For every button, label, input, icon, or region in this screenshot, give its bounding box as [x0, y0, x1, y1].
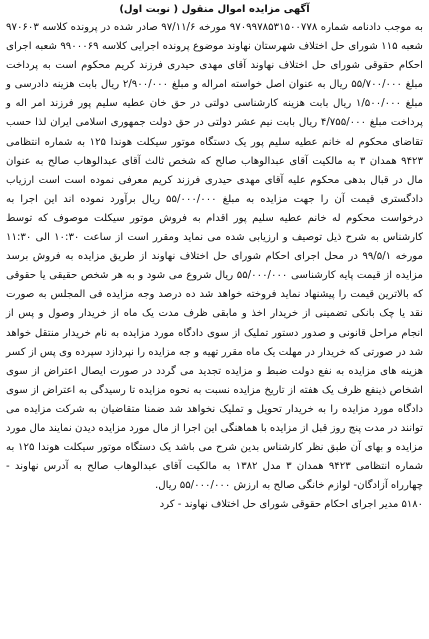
notice-footer: ۵۱۸۰ مدیر اجرای احکام حقوقی شورای حل اختلاف نهاوند - کرد: [159, 499, 423, 511]
notice-body: به موجب دادنامه شماره ۹۷۰۹۹۷۸۵۳۱۵۰۰۷۷۸ مورخه ۹۷/۱۱/۶ صادر شده در پرونده کلاسه ۹۷۰۶۰۳ شعبه ۱۱۵ شورای حل اختلاف شهرستان نهاوند موضوع پرونده اجرایی کلاسه ۹۹۰۰۰۶۹ شعبه اجرای احکام حقوقی شورای حل اختلاف نهاوند آقای مهدی حیدری فرزند کریم محکوم است به پرداخت مبلغ ۵۵/۷۰۰/۰۰۰ ریال به عنوان اصل خواسته امراله و مبلغ ۲/۹۰۰/۰۰۰ ریال بابت هزینه دادرسی و مبلغ ۱/۵۰۰/۰۰۰ ریال بابت هزینه کارشناسی دولتی در حق خان عطیه سلیم پور فرزند امر اله و پرداخت مبلغ ۴/۷۵۵/۰۰۰ ریال بابت نیم عشر دولتی در حق دولت جمهوری اسلامی ایران لذا حسب تقاضای محکوم له خانم عطیه سلیم پور یک دستگاه موتور سیکلت هوندا ۱۲۵ به شماره انتظامی ۹۴۲۳ همدان ۳ به مالکیت آقای عبدالوهاب صالح که شخص ثالث آقای عبدالوهاب صالح به عنوان مال در قبال بدهی محکوم علیه آقای مهدی حیدری فرزند کریم معرفی نموده است است ارزیاب دادگستری قیمت آن را جهت مزایده به مبلغ ۵۵/۰۰۰/۰۰۰ ریال برآورد نموده اند این اجرا به درخواست محکوم له خانم عطیه سلیم پور اقدام به فروش موتور سیکلت موصوف که توسط کارشناس به شرح ذیل توصیف و ارزیابی شده می نماید ومقرر است از ساعت ۱۰:۳۰ الی ۱۱:۳۰ مورخه ۹۹/۵/۱ در محل اجرای احکام شورای حل اختلاف نهاوند از طریق مزایده به فروش برسد مزایده از قیمت پایه کارشناسی ۵۵/۰۰۰/۰۰۰ ریال شروع می شود و به هر شخص حقیقی یا حقوقی که بالاترین قیمت را پیشنهاد نماید فروخته خواهد شد ده درصد وجه مزایده فی المجلس به صورت نقد یا چک بانکی تضمینی از خریدار اخذ و مابقی ظرف مدت یک ماه از خریدار وصول و پس از انجام مراحل قانونی و صدور دستور تملیک از سوی دادگاه مورد مزایده به نام خریدار منتقل خواهد شد در صورتی که خریدار در مهلت یک ماه مقرر تهیه و جه مزایده را نپردازد سپرده وی پس از کسر هزینه های مزایده به نفع دولت ضبط و مزایده تجدید می گردد در صورت ایصال اعتراض از سوی اشخاص ذینفع ظرف یک هفته از تاریخ مزایده نسبت به نحوه مزایده تا رسیدگی به اعتراض از سوی دادگاه مورد مزایده را به خریدار تحویل و تملیک نخواهد شد ضمنا متقاضیان به شرکت مزایده می توانند در مدت پنج روز قبل از مزایده با هماهنگی این اجرا از مال مورد مزایده دیدن نمایند مال مورد مزایده و بهای آن طبق نظر کارشناس بدین شرح می باشد یک دستگاه موتور سیکلت هوندا ۱۲۵ به شماره انتظامی ۹۴۲۳ همدان ۳ مدل ۱۳۸۲ به مالکیت آقای عبدالوهاب صالح به آدرس نهاوند - چهارراه آزادگان- لوازم خانگی صالح به ارزش ۵۵/۰۰۰/۰۰۰ ریال.: [6, 22, 424, 492]
notice-title: آگهی مزایده اموال منقول ( نوبت اول): [119, 4, 310, 15]
